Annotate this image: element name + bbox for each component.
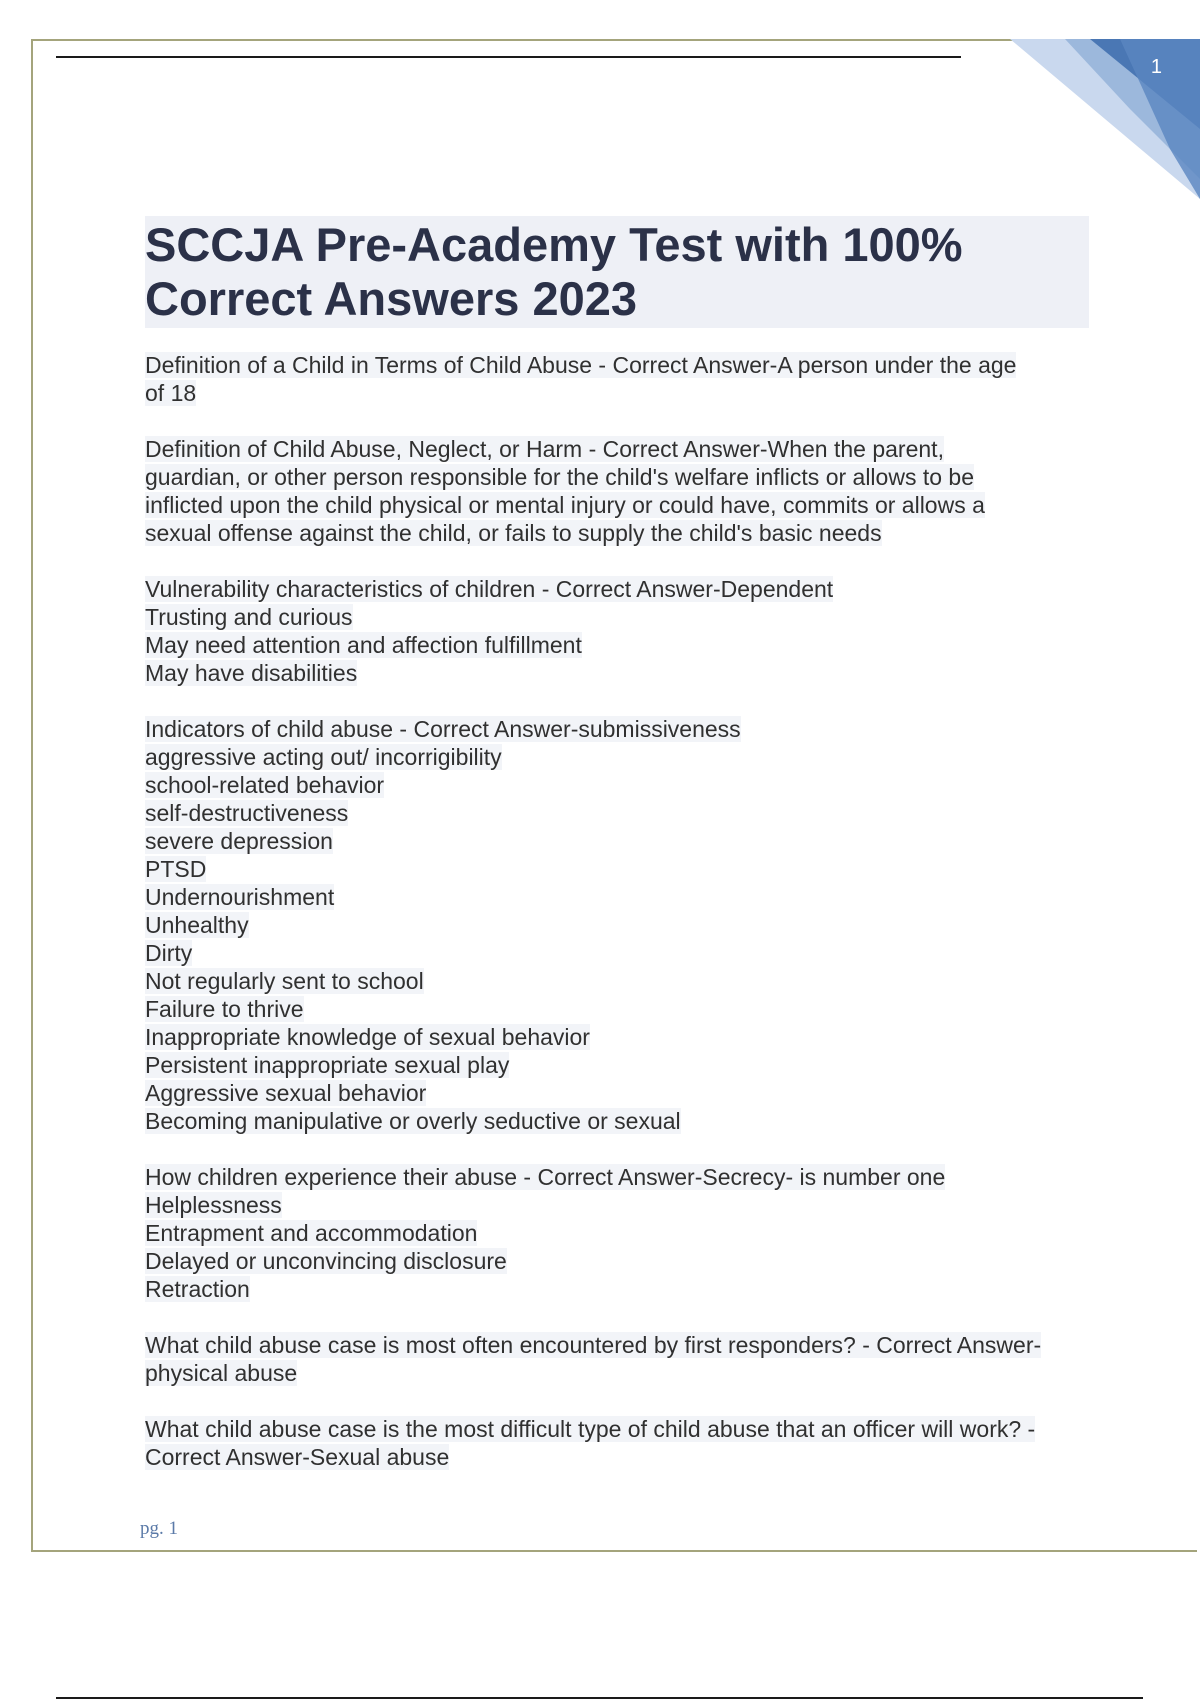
page-number: 1: [1150, 56, 1162, 78]
qa-line-text: self-destructiveness: [145, 800, 349, 826]
qa-line: [145, 1163, 1100, 1191]
qa-entry: [145, 715, 1100, 1135]
qa-line: [145, 939, 1100, 967]
qa-line-text: Vulnerability characteristics of children - Correct Answer-Dependent: [145, 576, 834, 602]
qa-line: [145, 1051, 1100, 1079]
qa-line: [145, 1443, 1100, 1471]
qa-line: [145, 379, 1100, 407]
qa-line: [145, 435, 1100, 463]
qa-line: [145, 1219, 1100, 1247]
qa-line-text: Retraction: [145, 1276, 250, 1302]
page-title: [145, 216, 1089, 326]
qa-line: [145, 351, 1100, 379]
qa-line-text: Trusting and curious: [145, 604, 353, 630]
qa-line: [145, 1247, 1100, 1275]
qa-line-text: Not regularly sent to school: [145, 968, 424, 994]
qa-text: [145, 1415, 1100, 1471]
qa-line: [145, 799, 1100, 827]
qa-line-text: Becoming manipulative or overly seductive or sexual: [145, 1108, 681, 1134]
qa-line: [145, 911, 1100, 939]
title-block: [145, 216, 1089, 328]
qa-entry: [145, 351, 1100, 407]
qa-line: [145, 631, 1100, 659]
qa-line-text: physical abuse: [145, 1360, 298, 1386]
qa-line: [145, 771, 1100, 799]
qa-line: [145, 743, 1100, 771]
qa-line: [145, 1415, 1100, 1443]
header-rule: [56, 56, 961, 58]
qa-line-text: Correct Answer-Sexual abuse: [145, 1444, 450, 1470]
qa-entry: [145, 575, 1100, 687]
qa-text: [145, 575, 1100, 687]
qa-line: [145, 463, 1100, 491]
qa-line-text: May have disabilities: [145, 660, 358, 686]
qa-line-text: sexual offense against the child, or fails to supply the child's basic needs: [145, 520, 882, 546]
qa-line: [145, 855, 1100, 883]
qa-list: [145, 351, 1100, 1499]
qa-line: [145, 1079, 1100, 1107]
qa-line-text: May need attention and affection fulfillment: [145, 632, 582, 658]
qa-line-text: Failure to thrive: [145, 996, 304, 1022]
qa-line: [145, 995, 1100, 1023]
qa-line-text: inflicted upon the child physical or mental injury or could have, commits or allows a: [145, 492, 985, 518]
qa-line: [145, 1107, 1100, 1135]
qa-entry: [145, 1415, 1100, 1471]
qa-line: [145, 967, 1100, 995]
qa-entry: [145, 435, 1100, 547]
qa-entry: [145, 1331, 1100, 1387]
qa-line-text: Persistent inappropriate sexual play: [145, 1052, 510, 1078]
qa-line-text: How children experience their abuse - Correct Answer-Secrecy- is number one: [145, 1164, 946, 1190]
qa-line-text: Dirty: [145, 940, 193, 966]
corner-decoration: [970, 39, 1200, 199]
qa-line: [145, 603, 1100, 631]
qa-entry: [145, 1163, 1100, 1303]
qa-line-text: Definition of Child Abuse, Neglect, or Harm - Correct Answer-When the parent,: [145, 436, 944, 462]
qa-line: [145, 1275, 1100, 1303]
qa-line: [145, 1331, 1100, 1359]
qa-line-text: Aggressive sexual behavior: [145, 1080, 427, 1106]
qa-line-text: aggressive acting out/ incorrigibility: [145, 744, 502, 770]
page-footer: pg. 1: [140, 1518, 178, 1539]
qa-line-text: Entrapment and accommodation: [145, 1220, 478, 1246]
qa-text: [145, 435, 1100, 547]
qa-line: [145, 827, 1100, 855]
qa-line-text: Undernourishment: [145, 884, 335, 910]
qa-line: [145, 575, 1100, 603]
qa-line: [145, 519, 1100, 547]
footer-rule: [56, 1697, 1143, 1699]
qa-line-text: Delayed or unconvincing disclosure: [145, 1248, 507, 1274]
qa-line-text: school-related behavior: [145, 772, 385, 798]
qa-text: [145, 1331, 1100, 1387]
qa-line: [145, 1191, 1100, 1219]
qa-line-text: Inappropriate knowledge of sexual behavior: [145, 1024, 590, 1050]
qa-text: [145, 715, 1100, 1135]
qa-line-text: Unhealthy: [145, 912, 249, 938]
qa-line-text: severe depression: [145, 828, 333, 854]
title-line-1: SCCJA Pre-Academy Test with 100%: [145, 218, 963, 271]
qa-line-text: of 18: [145, 380, 197, 406]
qa-line-text: What child abuse case is most often encountered by first responders? - Correct Answer-: [145, 1332, 1042, 1358]
qa-line-text: guardian, or other person responsible for the child's welfare inflicts or allows to be: [145, 464, 974, 490]
qa-line: [145, 1359, 1100, 1387]
qa-line: [145, 659, 1100, 687]
qa-line: [145, 491, 1100, 519]
qa-line: [145, 715, 1100, 743]
qa-line-text: PTSD: [145, 856, 207, 882]
qa-line-text: Definition of a Child in Terms of Child Abuse - Correct Answer-A person under the age: [145, 352, 1017, 378]
qa-text: [145, 1163, 1100, 1303]
qa-line-text: What child abuse case is the most difficult type of child abuse that an officer will work? -: [145, 1416, 1036, 1442]
qa-text: [145, 351, 1100, 407]
qa-line-text: Helplessness: [145, 1192, 282, 1218]
qa-line: [145, 1023, 1100, 1051]
qa-line-text: Indicators of child abuse - Correct Answer-submissiveness: [145, 716, 741, 742]
qa-line: [145, 883, 1100, 911]
title-line-2: Correct Answers 2023: [145, 272, 638, 325]
